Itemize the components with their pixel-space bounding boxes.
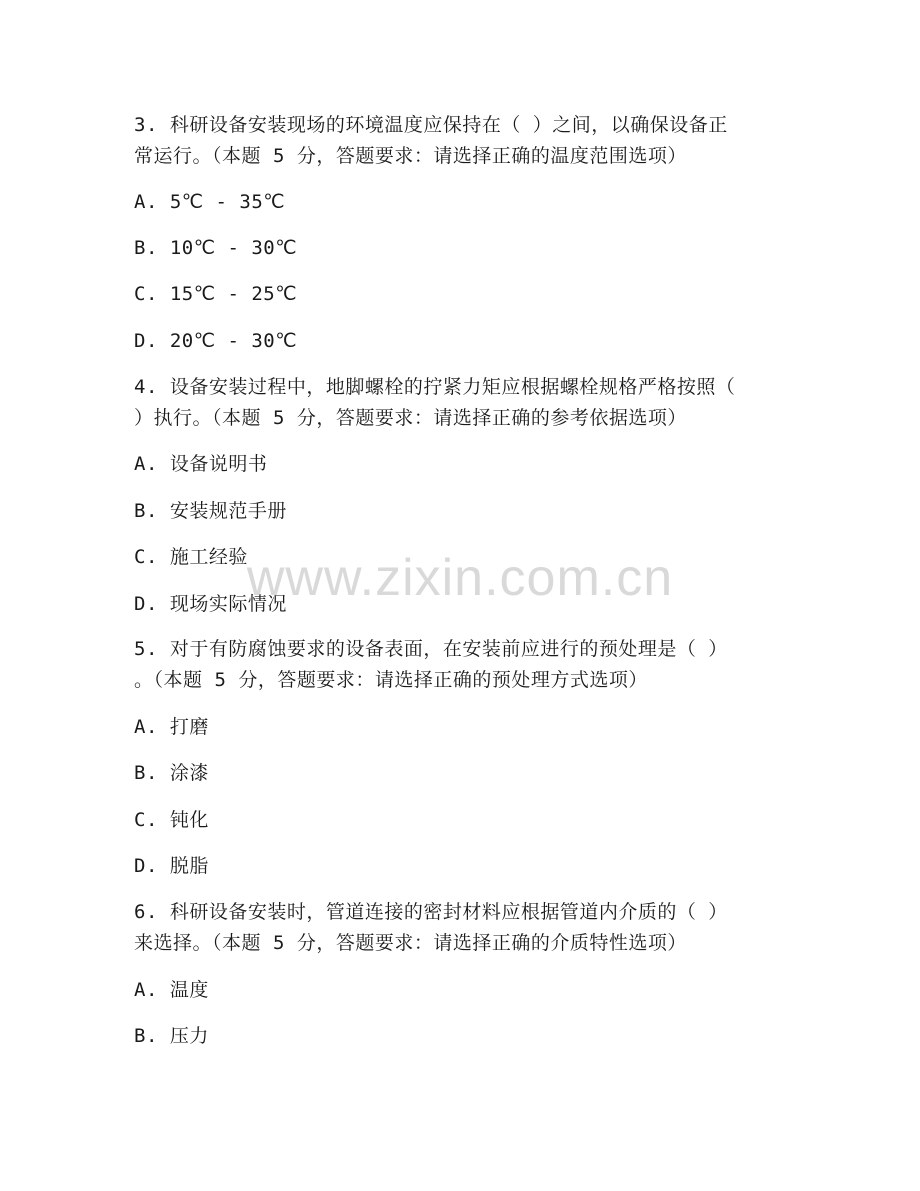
question-5-option-b: B. 涂漆	[134, 762, 209, 784]
question-6-text-line-2: 来选择。（本题 5 分，答题要求：请选择正确的介质特性选项）	[134, 932, 687, 954]
question-3-text-line-2: 常运行。（本题 5 分，答题要求：请选择正确的温度范围选项）	[134, 145, 687, 167]
question-3-text-line-1: 3. 科研设备安装现场的环境温度应保持在（ ）之间，以确保设备正	[134, 114, 728, 136]
question-4-text-line-2: ）执行。（本题 5 分，答题要求：请选择正确的参考依据选项）	[134, 407, 687, 429]
question-4-option-c: C. 施工经验	[134, 546, 248, 568]
question-3-option-c: C. 15℃ - 25℃	[134, 283, 298, 305]
question-3-option-d: D. 20℃ - 30℃	[134, 330, 298, 352]
watermark: www.zixin.com.cn	[246, 549, 674, 607]
question-6-option-a: A. 温度	[134, 979, 209, 1001]
question-6-text-line-1: 6. 科研设备安装时，管道连接的密封材料应根据管道内介质的（ ）	[134, 901, 728, 923]
question-4-option-b: B. 安装规范手册	[134, 500, 287, 522]
question-5-text-line-2: 。（本题 5 分，答题要求：请选择正确的预处理方式选项）	[134, 669, 648, 691]
question-4-option-d: D. 现场实际情况	[134, 593, 287, 615]
question-4-text-line-1: 4. 设备安装过程中，地脚螺栓的拧紧力矩应根据螺栓规格严格按照（	[134, 376, 736, 398]
question-3-option-b: B. 10℃ - 30℃	[134, 237, 298, 259]
question-6-option-b: B. 压力	[134, 1025, 209, 1047]
question-4-option-a: A. 设备说明书	[134, 453, 268, 475]
question-5-text-line-1: 5. 对于有防腐蚀要求的设备表面，在安装前应进行的预处理是（ ）	[134, 638, 728, 660]
question-3-option-a: A. 5℃ - 35℃	[134, 191, 286, 213]
question-5-option-a: A. 打磨	[134, 716, 209, 738]
question-5-option-d: D. 脱脂	[134, 855, 209, 877]
question-5-option-c: C. 钝化	[134, 809, 209, 831]
